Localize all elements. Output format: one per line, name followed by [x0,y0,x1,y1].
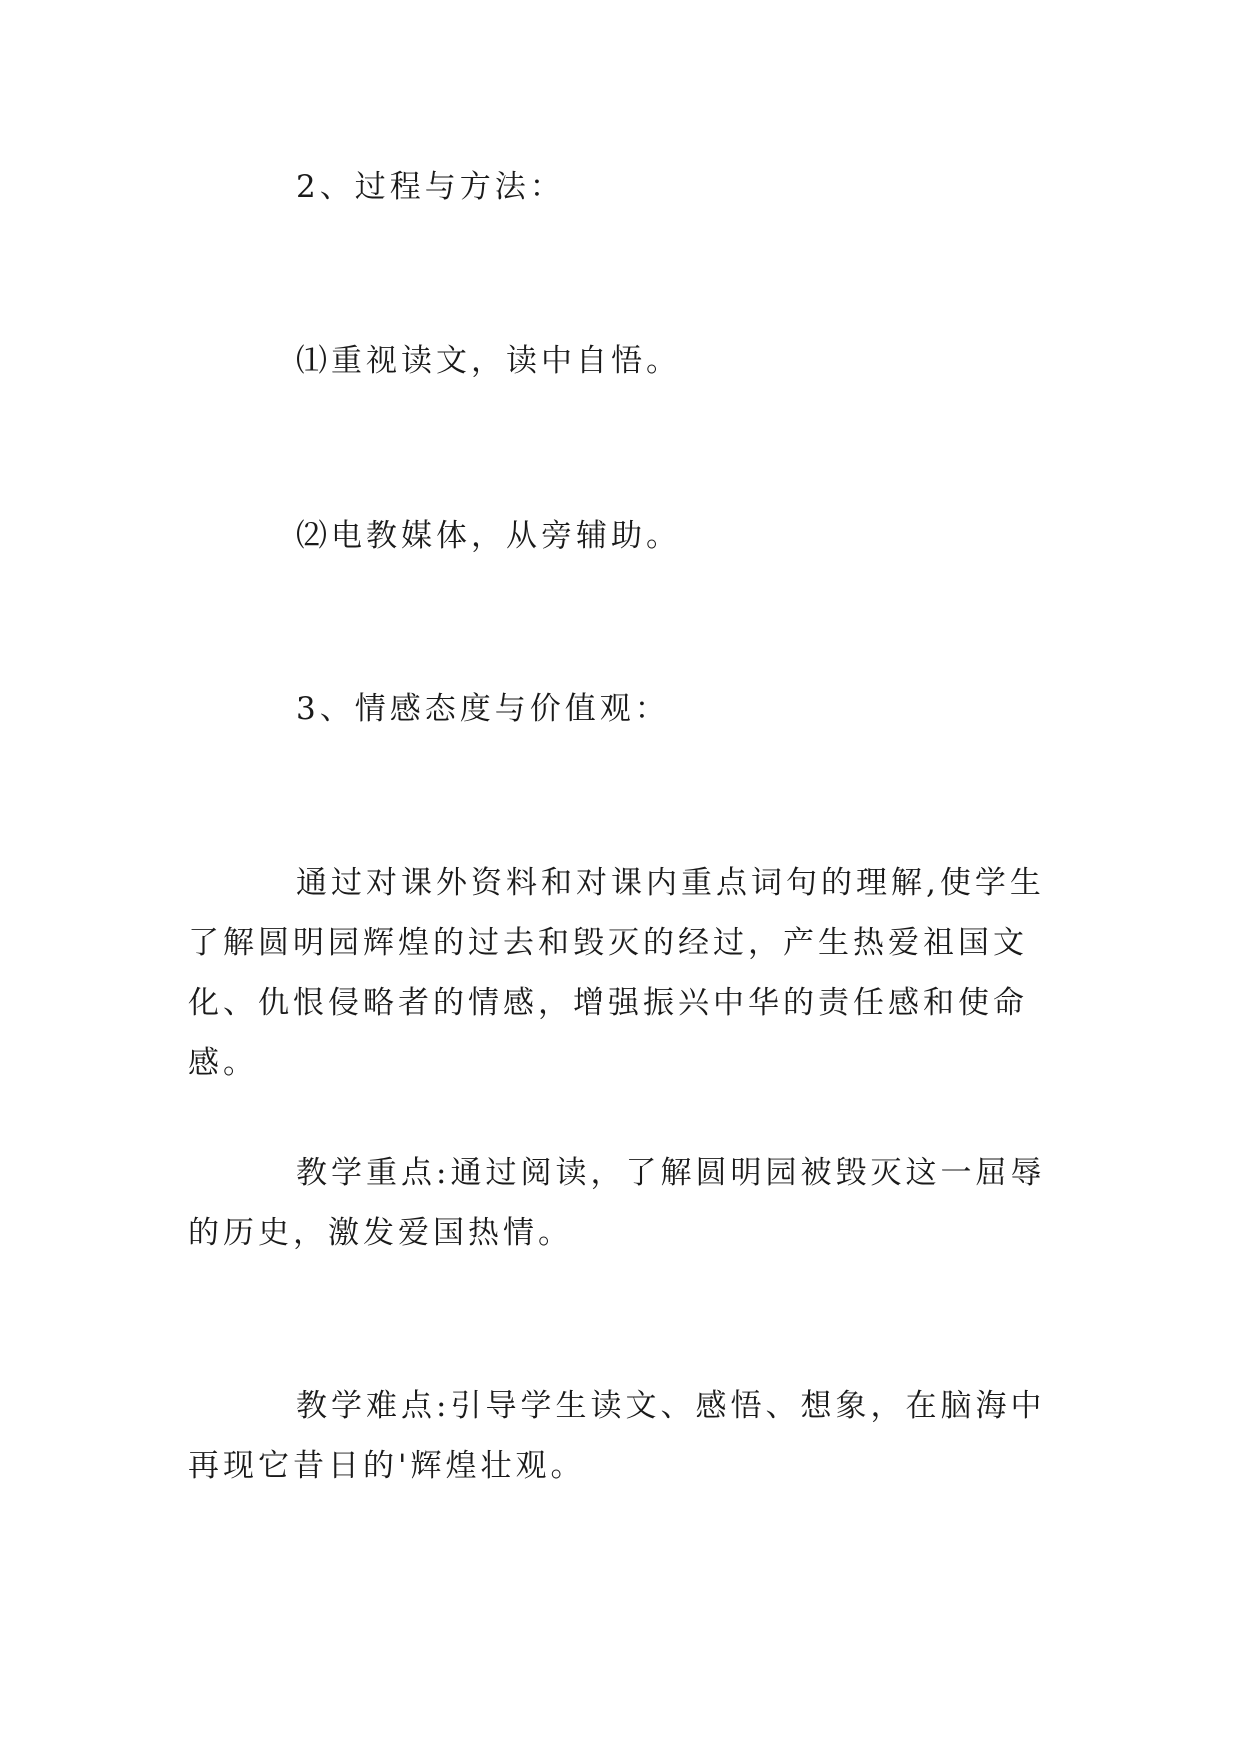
section-heading-attitudes-values: 3、情感态度与价值观： [296,691,670,727]
list-item-media: ⑵电教媒体，从旁辅助。 [296,518,681,554]
paragraph-objectives: 通过对课外资料和对课内重点词句的理解,使学生了解圆明园辉煌的过去和毁灭的经过，产生热爱祖国文化、仇恨侵略者的情感，增强振兴中华的责任感和使命感。 [188,865,1045,1081]
list-item-reading: ⑴重视读文，读中自悟。 [296,343,681,379]
section-heading-process-methods: 2、过程与方法： [296,169,565,205]
paragraph-key-point: 教学重点:通过阅读，了解圆明园被毁灭这一屈辱的历史，激发爱国热情。 [188,1155,1046,1251]
paragraph-difficulty: 教学难点:引导学生读文、感悟、想象，在脑海中再现它昔日的'辉煌壮观。 [188,1388,1046,1484]
